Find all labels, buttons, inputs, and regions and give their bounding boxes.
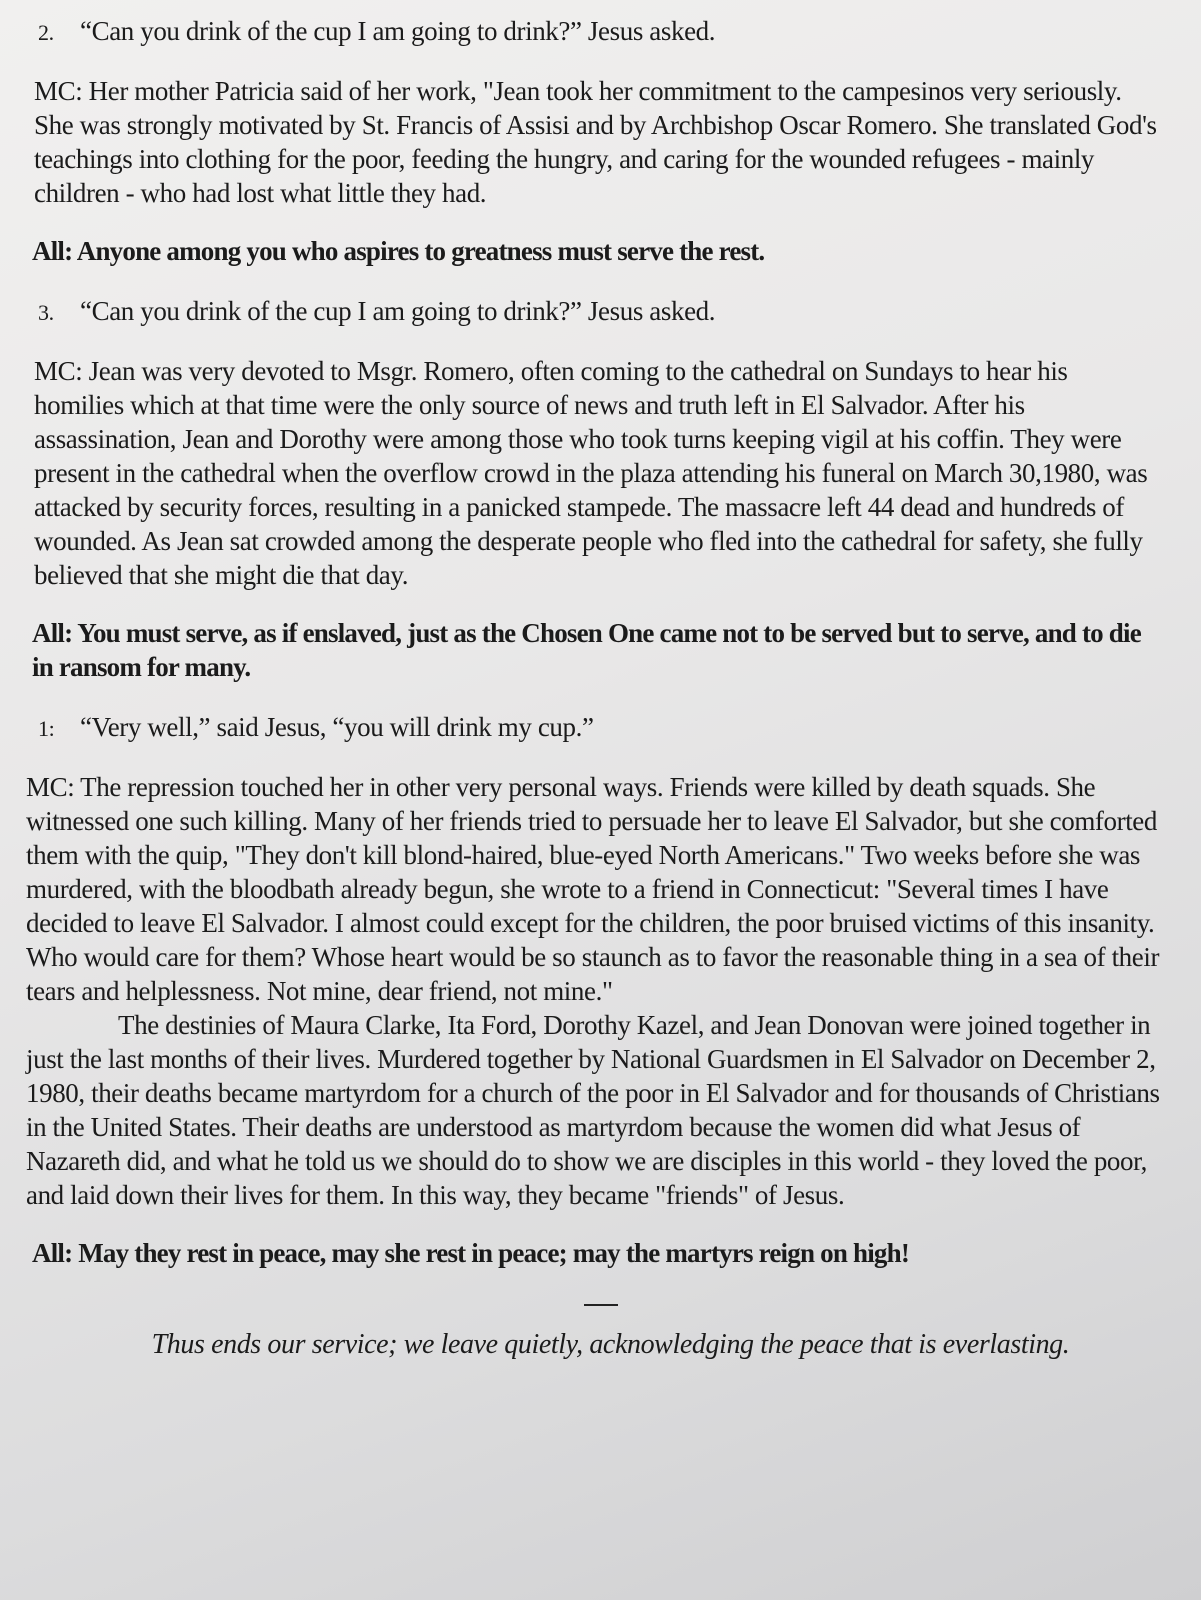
all-response-2: All: You must serve, as if enslaved, just as the Chosen One came not to be served but to serve, and to die in ransom for many. — [32, 618, 1141, 682]
question-line-3 — [38, 294, 1161, 330]
all-response-1: All: Anyone among you who aspires to greatness must serve the rest. — [32, 236, 765, 266]
question-text: “Can you drink of the cup I am going to drink?” Jesus asked. — [80, 296, 716, 326]
mc-paragraph-1: MC: Her mother Patricia said of her work, "Jean took her commitment to the campesinos very seriously. She was strongly motivated by St. Francis of Assisi and by Archbishop Oscar Romero. She translated God's teachings into clothing for the poor, feeding the hungry, and caring for the wounded refugees - mainly children - who had lost what little they had. — [34, 76, 1157, 208]
question-text: “Can you drink of the cup I am going to drink?” Jesus asked. — [80, 16, 716, 46]
mc-paragraph-3 — [26, 770, 1161, 1212]
line-number: 1: — [38, 716, 55, 741]
mc-paragraph-3-part-1: MC: The repression touched her in other very personal ways. Friends were killed by death squads. She witnessed one such killing. Many of her friends tried to persuade her to leave El Salvador, but she comforted them with the quip, "They don't kill blond-haired, blue-eyed North Americans." Two weeks before she was murdered, with the bloodbath already begun, she wrote to a friend in Connecticut: "Several times I have decided to leave El Salvador. I almost could except for the children, the poor bruised victims of this insanity. Who would care for them? Whose heart would be so staunch as to favor the reasonable thing in a sea of their tears and helplessness. Not mine, dear friend, not mine." — [26, 772, 1160, 1006]
all-response-3: All: May they rest in peace, may she rest in peace; may the martyrs reign on high! — [32, 1238, 910, 1268]
answer-text: “Very well,” said Jesus, “you will drink my cup.” — [80, 712, 594, 742]
closing-divider — [584, 1304, 618, 1306]
line-number: 3. — [38, 300, 54, 325]
mc-paragraph-2: MC: Jean was very devoted to Msgr. Romero, often coming to the cathedral on Sundays to hear his homilies which at that time were the only source of news and truth left in El Salvador. After his assassination, Jean and Dorothy were among those who took turns keeping vigil at his coffin. They were present in the cathedral when the overflow crowd in the plaza attending his funeral on March 30,1980, was attacked by security forces, resulting in a panicked stampede. The massacre left 44 dead and hundreds of wounded. As Jean sat crowded among the desperate people who fled into the cathedral for safety, she fully believed that she might die that day. — [34, 356, 1148, 590]
question-line-2 — [38, 14, 1161, 50]
line-number: 2. — [38, 20, 54, 45]
answer-line-1 — [38, 710, 1161, 746]
closing-line: Thus ends our service; we leave quietly, acknowledging the peace that is everlasting. — [151, 1329, 1070, 1360]
mc-paragraph-3-part-2: The destinies of Maura Clarke, Ita Ford, Dorothy Kazel, and Jean Donovan were joined together in just the last months of their lives. Murdered together by National Guardsmen in El Salvador on December 2, 1980, their deaths became martyrdom for a church of the poor in El Salvador and for thousands of Christians in the United States. Their deaths are understood as martyrdom because the women did what Jesus of Nazareth did, and what he told us we should do to show we are disciples in this world - they loved the poor, and laid down their lives for them. In this way, they became "friends" of Jesus. — [26, 1010, 1160, 1210]
